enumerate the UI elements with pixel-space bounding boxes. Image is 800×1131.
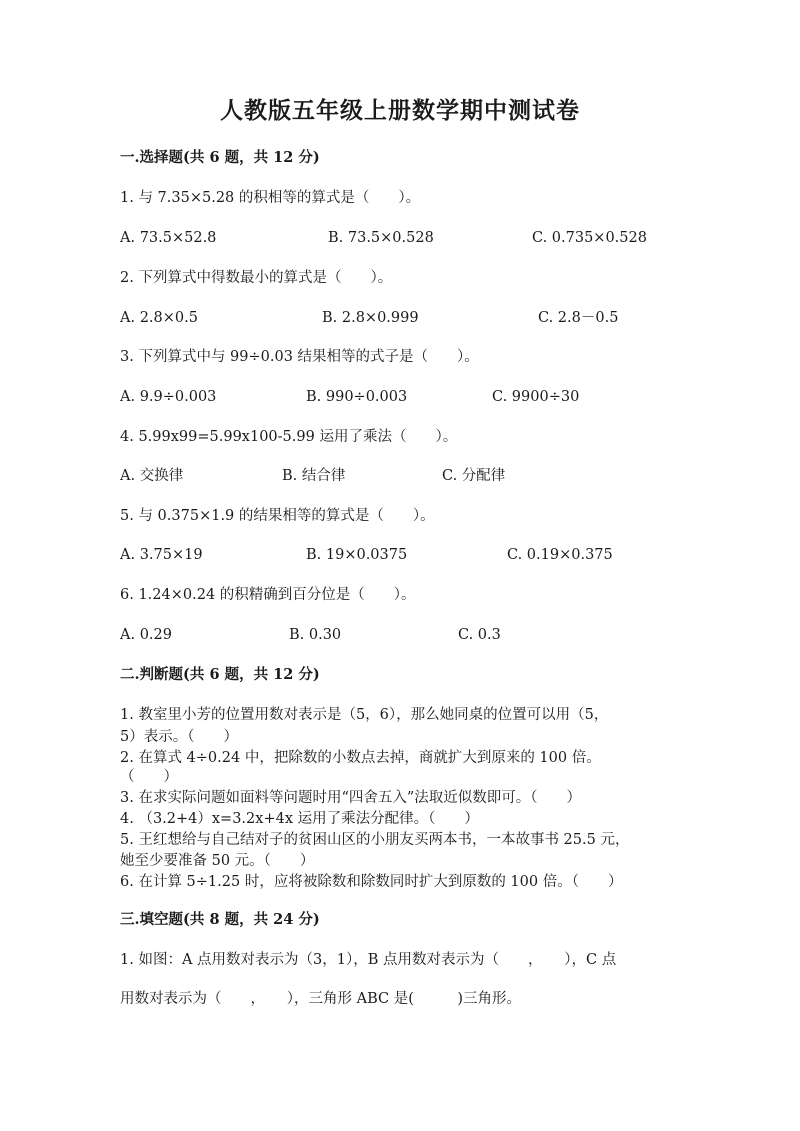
option-b: B. 2.8×0.999 [322,310,419,326]
option-b: B. 19×0.0375 [306,547,408,563]
statement-line: 5）表示。（ ） [120,729,238,745]
page-title: 人教版五年级上册数学期中测试卷 [220,97,580,124]
option-c: C. 0.3 [458,627,501,643]
question-text: 1. 与 7.35×5.28 的积相等的算式是（ ）。 [120,190,421,206]
option-a: A. 9.9÷0.003 [120,389,217,405]
option-b: B. 990÷0.003 [306,389,408,405]
question-text: 5. 与 0.375×1.9 的结果相等的算式是（ ）。 [120,508,435,524]
option-b: B. 0.30 [289,627,342,643]
statement-line: 她至少要准备 50 元。（ ） [120,853,315,869]
fill-in-line: 用数对表示为（ ， ），三角形 ABC 是( )三角形。 [120,991,522,1007]
question-text: 2. 下列算式中得数最小的算式是（ ）。 [120,270,393,286]
question-text: 6. 1.24×0.24 的积精确到百分位是（ ）。 [120,587,416,603]
statement-line: 3. 在求实际问题如面料等问题时用“四舍五入”法取近似数即可。（ ） [120,790,582,806]
option-b: B. 73.5×0.528 [328,230,434,246]
section-heading-choice: 一.选择题(共 6 题，共 12 分) [120,149,320,166]
option-c: C. 9900÷30 [492,389,580,405]
option-a: A. 73.5×52.8 [120,230,217,246]
section-heading-judgement: 二.判断题(共 6 题，共 12 分) [120,666,320,683]
option-c: C. 0.735×0.528 [532,230,647,246]
statement-line: 1. 教室里小芳的位置用数对表示是（5，6），那么她同桌的位置可以用（5， [120,707,609,723]
option-a: A. 0.29 [120,627,172,643]
option-c: C. 分配律 [442,468,506,484]
statement-line: 2. 在算式 4÷0.24 中，把除数的小数点去掉，商就扩大到原来的 100 倍。 [120,750,601,766]
option-a: A. 交换律 [120,468,184,484]
statement-line: 6. 在计算 5÷1.25 时，应将被除数和除数同时扩大到原数的 100 倍。（ ） [120,874,623,890]
question-text: 4. 5.99x99=5.99x100-5.99 运用了乘法（ ）。 [120,429,458,445]
section-heading-fill-in: 三.填空题(共 8 题，共 24 分) [120,911,320,928]
statement-line: 4. （3.2+4）x=3.2x+4x 运用了乘法分配律。（ ） [120,811,479,827]
fill-in-line: 1. 如图：A 点用数对表示为（3，1），B 点用数对表示为（ ， ），C 点 [120,952,617,968]
question-text: 3. 下列算式中与 99÷0.03 结果相等的式子是（ ）。 [120,349,479,365]
option-c: C. 2.8－0.5 [538,310,619,326]
option-a: A. 3.75×19 [120,547,203,563]
statement-line: （ ） [120,769,178,785]
statement-line: 5. 王红想给与自己结对子的贫困山区的小朋友买两本书，一本故事书 25.5 元， [120,832,630,848]
option-b: B. 结合律 [282,468,346,484]
option-a: A. 2.8×0.5 [120,310,198,326]
option-c: C. 0.19×0.375 [507,547,613,563]
